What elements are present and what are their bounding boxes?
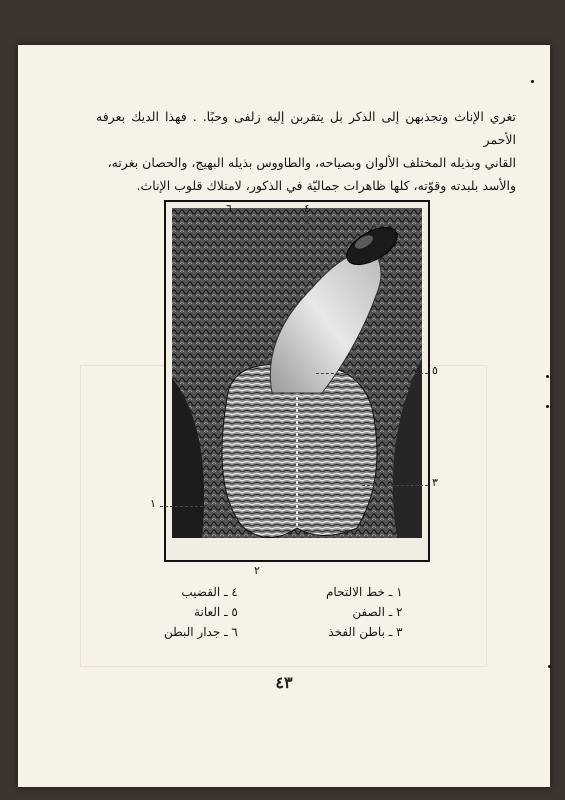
legend-right-column xyxy=(326,582,403,642)
scan-speck xyxy=(546,375,549,378)
body-line: تغري الإناث وتجذبهن إلى الذكر بل يتقربن إليه زلفى وحبًا. . فهذا الديك بعرفه الأحمر xyxy=(96,109,516,147)
book-page xyxy=(18,45,550,787)
legend-item: ٦ ـ جدار البطن xyxy=(164,625,238,639)
legend-left-column xyxy=(164,582,238,642)
scan-speck xyxy=(548,665,551,668)
figure-label-6: ٦ xyxy=(226,202,232,215)
scan-speck xyxy=(531,80,534,83)
figure-label-3: ٣ xyxy=(432,476,438,489)
legend-item: ١ ـ خط الالتحام xyxy=(326,585,403,599)
figure-label-5: ٥ xyxy=(432,364,438,377)
leader-line-5 xyxy=(316,373,428,374)
scan-speck xyxy=(546,405,549,408)
legend-item: ٢ ـ الصفن xyxy=(352,605,403,619)
leader-line-1 xyxy=(160,506,288,507)
page-number: ٤٣ xyxy=(275,673,293,692)
leader-line-3 xyxy=(362,485,428,486)
body-paragraph xyxy=(96,105,516,197)
body-line: القاني وبذيله المختلف الألوان وبصياحه، والطاووس بذيله البهيج، والحصان بغرته، xyxy=(107,155,516,170)
legend-item: ٥ ـ العانة xyxy=(194,605,238,619)
figure-label-1: ١ xyxy=(150,497,156,510)
anatomical-figure xyxy=(150,200,438,577)
legend-item: ٣ ـ باطن الفخذ xyxy=(328,625,403,639)
legend-item: ٤ ـ القضيب xyxy=(181,585,238,599)
figure-label-2: ٢ xyxy=(254,564,260,577)
body-line: والأسد بلبدته وقوّته، كلها ظاهرات جماليّة في الذكور، لامتلاك قلوب الإناث. xyxy=(136,178,516,193)
figure-label-4: ٤ xyxy=(304,202,310,215)
leader-line-4 xyxy=(308,216,309,240)
